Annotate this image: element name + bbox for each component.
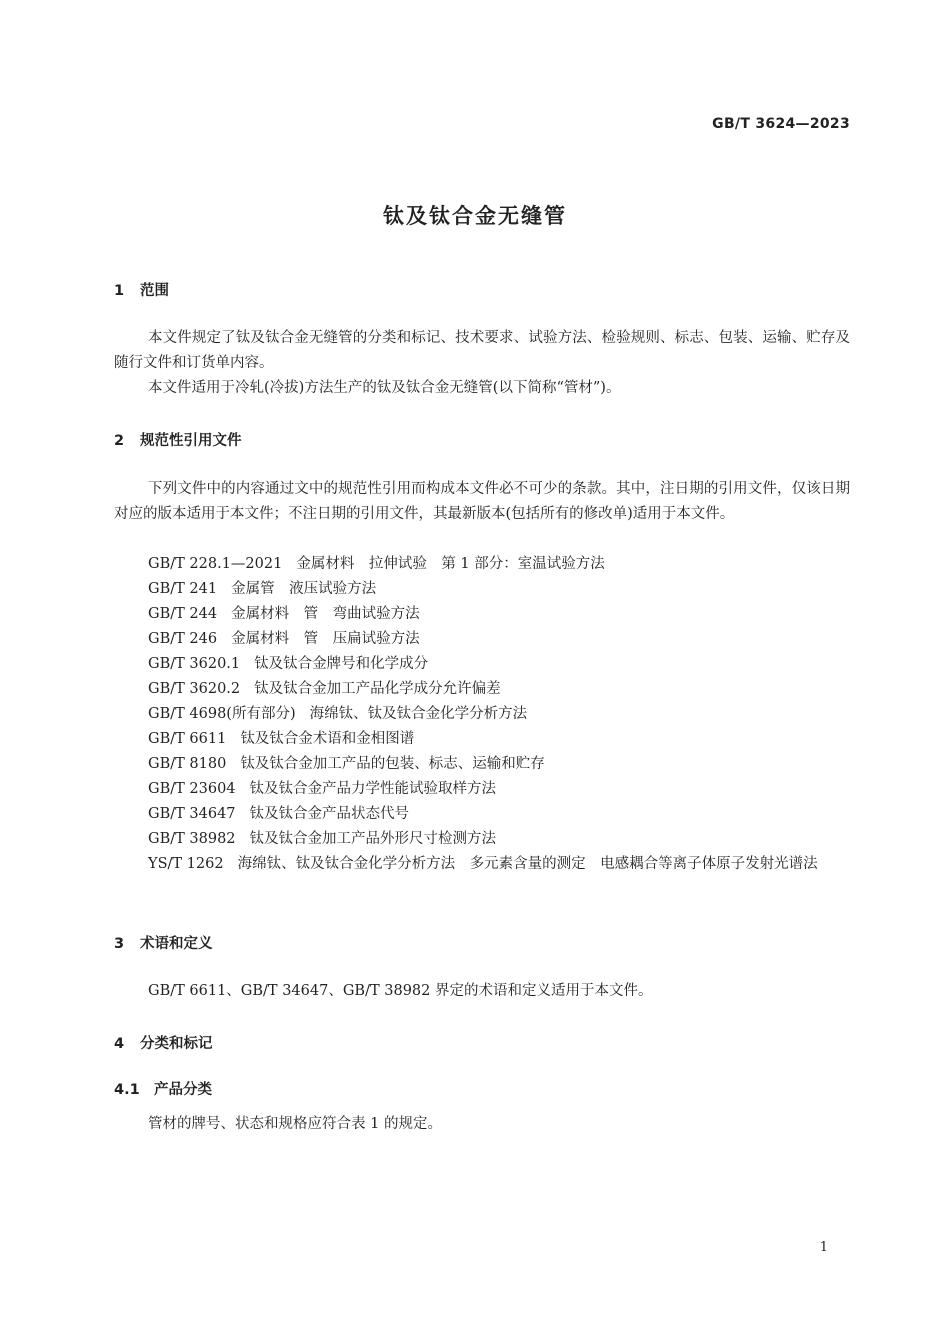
section-title: 术语和定义: [140, 936, 213, 952]
reference-item: [114, 827, 850, 852]
section-title: 分类和标记: [140, 1036, 213, 1052]
reference-title: 海绵钛、钛及钛合金化学分析方法 多元素含量的测定 电感耦合等离子体原子发射光谱法: [237, 856, 818, 872]
document-title: 钛及钛合金无缝管: [383, 204, 567, 228]
reference-item: [114, 602, 850, 627]
reference-item: [114, 677, 850, 702]
paragraph: 本文件规定了钛及钛合金无缝管的分类和标记、技术要求、试验方法、检验规则、标志、包装、运输、贮存及随行文件和订货单内容。: [114, 330, 850, 371]
reference-item: [114, 752, 850, 777]
paragraph: GB/T 6611、GB/T 34647、GB/T 38982 界定的术语和定义适用于本文件。: [148, 983, 653, 999]
section-title: 规范性引用文件: [140, 433, 242, 449]
section-number: 3: [114, 936, 125, 952]
reference-item: [114, 727, 850, 752]
paragraph: 本文件适用于冷轧(冷拔)方法生产的钛及钛合金无缝管(以下简称“管材”)。: [148, 380, 621, 396]
reference-code: GB/T 241: [148, 581, 218, 597]
reference-code: GB/T 23604: [148, 781, 236, 797]
reference-title: 钛及钛合金加工产品化学成分允许偏差: [254, 681, 501, 697]
reference-item: [114, 552, 850, 577]
reference-item: [114, 852, 850, 877]
reference-title: 钛及钛合金加工产品的包装、标志、运输和贮存: [240, 756, 545, 772]
section-4-1-body: [114, 1112, 850, 1137]
reference-item: [114, 627, 850, 652]
reference-title: 海绵钛、钛及钛合金化学分析方法: [309, 706, 528, 722]
section-4-1-heading: [114, 1078, 212, 1099]
section-3-heading: [114, 932, 213, 953]
reference-title: 金属材料 管 弯曲试验方法: [231, 606, 420, 622]
reference-item: [114, 702, 850, 727]
reference-code: GB/T 228.1—2021: [148, 556, 283, 572]
section-3-body: [114, 979, 850, 1004]
reference-item: [114, 577, 850, 602]
section-number: 4: [114, 1036, 125, 1052]
reference-code: GB/T 8180: [148, 756, 227, 772]
paragraph: 管材的牌号、状态和规格应符合表 1 的规定。: [148, 1116, 442, 1132]
reference-item: [114, 777, 850, 802]
reference-code: GB/T 4698(所有部分): [148, 706, 296, 722]
section-number: 1: [114, 283, 125, 299]
reference-list: [114, 552, 850, 877]
reference-title: 金属管 液压试验方法: [231, 581, 377, 597]
section-title: 范围: [140, 283, 169, 299]
section-1-heading: [114, 279, 169, 300]
section-2-heading: [114, 429, 242, 450]
section-1-body: [114, 326, 850, 401]
reference-title: 钛及钛合金产品力学性能试验取样方法: [249, 781, 497, 797]
reference-title: 金属材料 拉伸试验 第 1 部分：室温试验方法: [296, 556, 605, 572]
reference-item: [114, 802, 850, 827]
reference-title: 金属材料 管 压扁试验方法: [231, 631, 420, 647]
standard-number: GB/T 3624—2023: [712, 116, 850, 132]
section-4-heading: [114, 1032, 213, 1053]
reference-code: YS/T 1262: [148, 856, 224, 872]
section-number: 2: [114, 433, 125, 449]
reference-code: GB/T 3620.2: [148, 681, 241, 697]
paragraph: 下列文件中的内容通过文中的规范性引用而构成本文件必不可少的条款。其中，注日期的引用文件，仅该日期对应的版本适用于本文件；不注日期的引用文件，其最新版本(包括所有的修改单)适用于本文件。: [114, 481, 850, 522]
reference-code: GB/T 244: [148, 606, 218, 622]
page-number: 1: [819, 1240, 828, 1255]
reference-code: GB/T 38982: [148, 831, 236, 847]
reference-code: GB/T 3620.1: [148, 656, 241, 672]
reference-title: 钛及钛合金加工产品外形尺寸检测方法: [249, 831, 497, 847]
reference-title: 钛及钛合金产品状态代号: [249, 806, 410, 822]
section-number: 4.1: [114, 1082, 140, 1098]
reference-title: 钛及钛合金术语和金相图谱: [240, 731, 415, 747]
reference-code: GB/T 6611: [148, 731, 227, 747]
reference-code: GB/T 246: [148, 631, 218, 647]
reference-title: 钛及钛合金牌号和化学成分: [254, 656, 429, 672]
section-2-intro: [114, 477, 850, 527]
reference-item: [114, 652, 850, 677]
reference-code: GB/T 34647: [148, 806, 236, 822]
section-title: 产品分类: [154, 1082, 212, 1098]
